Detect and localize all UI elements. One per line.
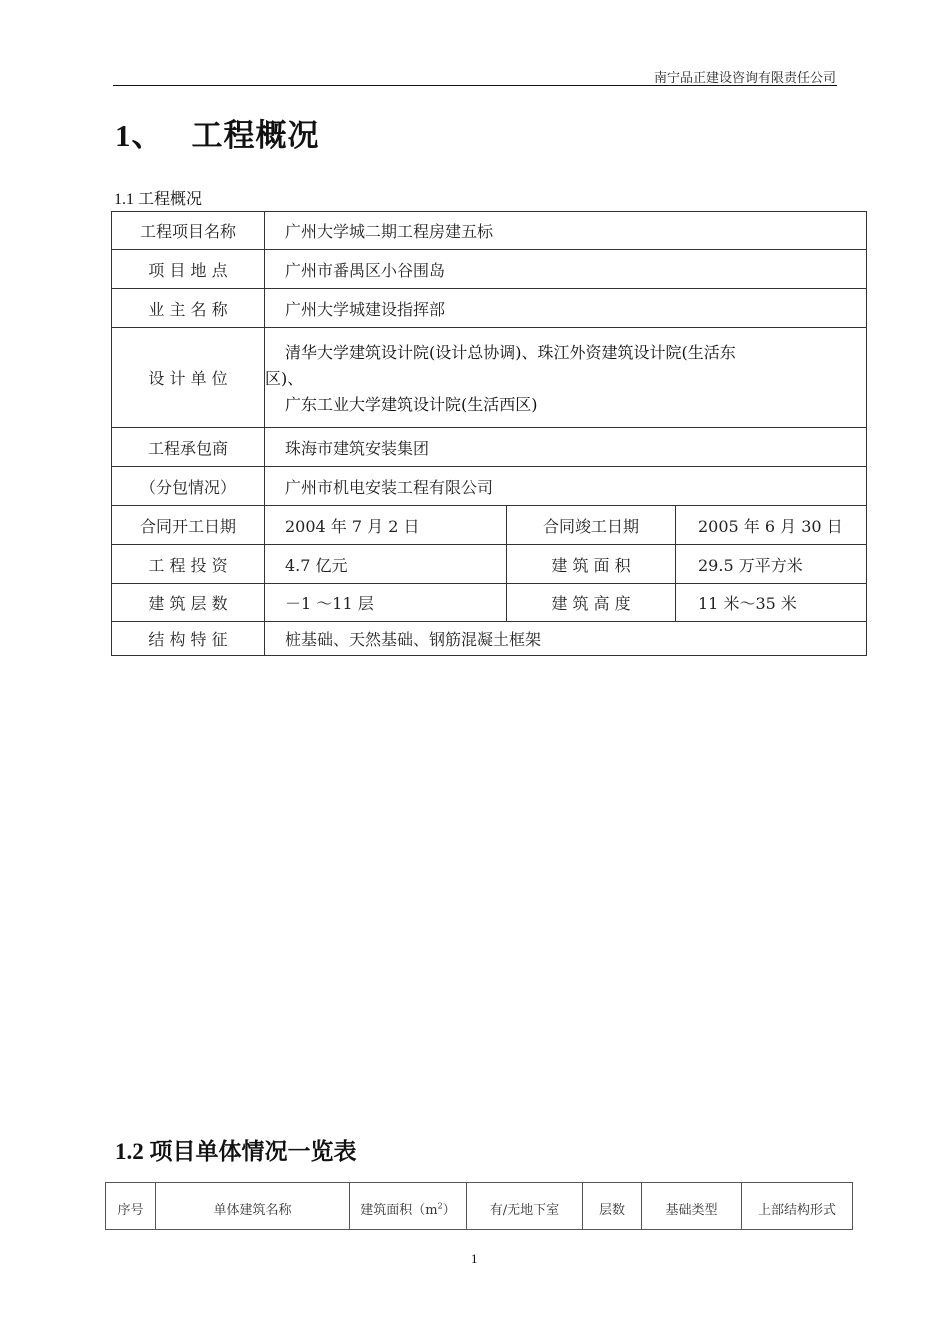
row-value-2: 2005 年 6 月 30 日 xyxy=(676,506,867,545)
column-header-area: 建筑面积$(m^2)$ xyxy=(350,1183,467,1230)
column-header-basement: 有/无地下室 xyxy=(467,1183,583,1230)
table-row xyxy=(112,467,867,506)
table-row xyxy=(112,328,867,428)
row-label: 业 主 名 称 xyxy=(112,289,265,328)
section-title: 工程概况 xyxy=(191,118,320,153)
row-label: （分包情况） xyxy=(112,467,265,506)
row-value: 桩基础、天然基础、钢筋混凝土框架 xyxy=(265,622,867,656)
column-header-foundation-type: 基础类型 xyxy=(642,1183,742,1230)
table-row xyxy=(112,622,867,656)
table-row xyxy=(112,545,867,584)
unit-buildings-table xyxy=(105,1182,853,1230)
row-value: 广州大学城建设指挥部 xyxy=(265,289,867,328)
column-header-superstructure: 上部结构形式 xyxy=(742,1183,853,1230)
project-overview-table xyxy=(111,211,867,656)
section-1-heading xyxy=(115,110,320,155)
section-1-2-heading: 1.2 项目单体情况一览表 xyxy=(115,1139,357,1164)
row-label: 工 程 投 资 xyxy=(112,545,265,584)
table-row xyxy=(112,428,867,467)
table-header-row xyxy=(106,1183,853,1230)
row-value-2: 29.5 万平方米 xyxy=(676,545,867,584)
column-header-floors: 层数 xyxy=(583,1183,642,1230)
row-label: 工程项目名称 xyxy=(112,212,265,250)
table-row xyxy=(112,584,867,622)
row-label: 合同开工日期 xyxy=(112,506,265,545)
design-unit-line: 广东工业大学建筑设计院(生活西区) xyxy=(285,394,538,414)
design-unit-line: 区)、 xyxy=(265,368,304,388)
row-label-2: 合同竣工日期 xyxy=(507,506,676,545)
row-label: 设 计 单 位 xyxy=(112,328,265,428)
row-value: 2004 年 7 月 2 日 xyxy=(265,506,507,545)
row-label: 结 构 特 征 xyxy=(112,622,265,656)
table-row xyxy=(112,506,867,545)
table-row xyxy=(112,212,867,250)
row-label-2: 建 筑 面 积 xyxy=(507,545,676,584)
row-value xyxy=(265,328,867,428)
header-company-name: 南宁品正建设咨询有限责任公司 xyxy=(653,71,836,86)
page-number: 1 xyxy=(471,1251,478,1266)
row-value: 4.7 亿元 xyxy=(265,545,507,584)
row-label: 工程承包商 xyxy=(112,428,265,467)
table-row xyxy=(112,250,867,289)
row-label: 建 筑 层 数 xyxy=(112,584,265,622)
design-unit-line: 清华大学建筑设计院(设计总协调)、珠江外资建筑设计院(生活东 xyxy=(285,342,736,362)
row-label: 项 目 地 点 xyxy=(112,250,265,289)
table-row xyxy=(112,289,867,328)
row-label-2: 建 筑 高 度 xyxy=(507,584,676,622)
row-value: －1 ～11 层 xyxy=(265,584,507,622)
column-header-building-name: 单体建筑名称 xyxy=(156,1183,350,1230)
column-header-index: 序号 xyxy=(106,1183,156,1230)
row-value: 广州市番禺区小谷围岛 xyxy=(265,250,867,289)
row-value: 广州大学城二期工程房建五标 xyxy=(265,212,867,250)
row-value: 广州市机电安装工程有限公司 xyxy=(265,467,867,506)
subsection-1-1-title: 1.1 工程概况 xyxy=(114,191,203,208)
row-value: 珠海市建筑安装集团 xyxy=(265,428,867,467)
section-number: 1、 xyxy=(115,118,164,153)
row-value-2: 11 米～35 米 xyxy=(676,584,867,622)
header-divider xyxy=(113,85,837,86)
